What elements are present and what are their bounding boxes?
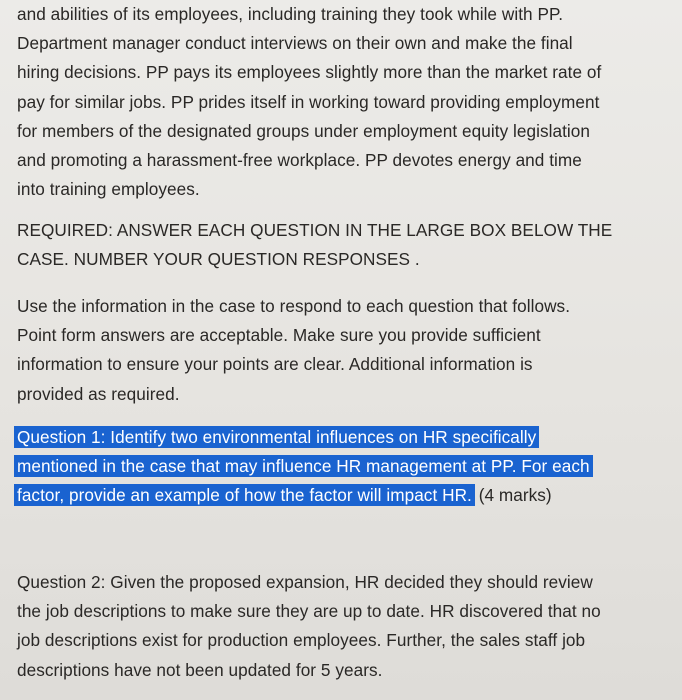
text-line: Use the information in the case to respond to each question that follows.: [17, 296, 571, 316]
question-1-line[interactable]: [17, 423, 672, 452]
text-line: job descriptions exist for production employees. Further, the sales staff job: [17, 630, 586, 651]
question-1-line[interactable]: [17, 481, 672, 510]
text-line: the job descriptions to make sure they are up to date. HR discovered that no: [17, 601, 601, 622]
text-line: for members of the designated groups under employment equity legislation: [17, 120, 591, 141]
marks-label: (4 marks): [478, 485, 552, 506]
question-1-line[interactable]: [17, 452, 672, 481]
text-line: provided as required.: [17, 383, 180, 404]
instructions-paragraph: [17, 292, 672, 409]
question-2: [17, 568, 672, 685]
selected-text[interactable]: factor, provide an example of how the factor will impact HR.: [17, 485, 472, 506]
text-line: CASE. NUMBER YOUR QUESTION RESPONSES .: [17, 249, 420, 270]
text-line: and promoting a harassment-free workplace. PP devotes energy and time: [17, 150, 582, 171]
case-paragraph: [17, 0, 672, 204]
text-line: descriptions have not been updated for 5 years.: [17, 659, 383, 680]
text-line: Question 2: Given the proposed expansion, HR decided they should review: [17, 572, 593, 592]
text-line: and abilities of its employees, including training they took while with PP.: [17, 4, 564, 24]
text-line: Point form answers are acceptable. Make sure you provide sufficient: [17, 325, 541, 346]
text-line: into training employees.: [17, 179, 200, 200]
text-line: information to ensure your points are clear. Additional information is: [17, 354, 533, 375]
text-line: Department manager conduct interviews on their own and make the final: [17, 33, 573, 54]
text-line: pay for similar jobs. PP prides itself in working toward providing employment: [17, 91, 600, 112]
text-line: hiring decisions. PP pays its employees slightly more than the market rate of: [17, 62, 602, 83]
selected-text[interactable]: mentioned in the case that may influence HR management at PP. For each: [17, 456, 590, 477]
question-1[interactable]: [17, 423, 672, 511]
required-notice: [17, 216, 672, 274]
selected-text[interactable]: Question 1: Identify two environmental influences on HR specifically: [17, 427, 537, 447]
text-line: REQUIRED: ANSWER EACH QUESTION IN THE LARGE BOX BELOW THE: [17, 220, 613, 240]
